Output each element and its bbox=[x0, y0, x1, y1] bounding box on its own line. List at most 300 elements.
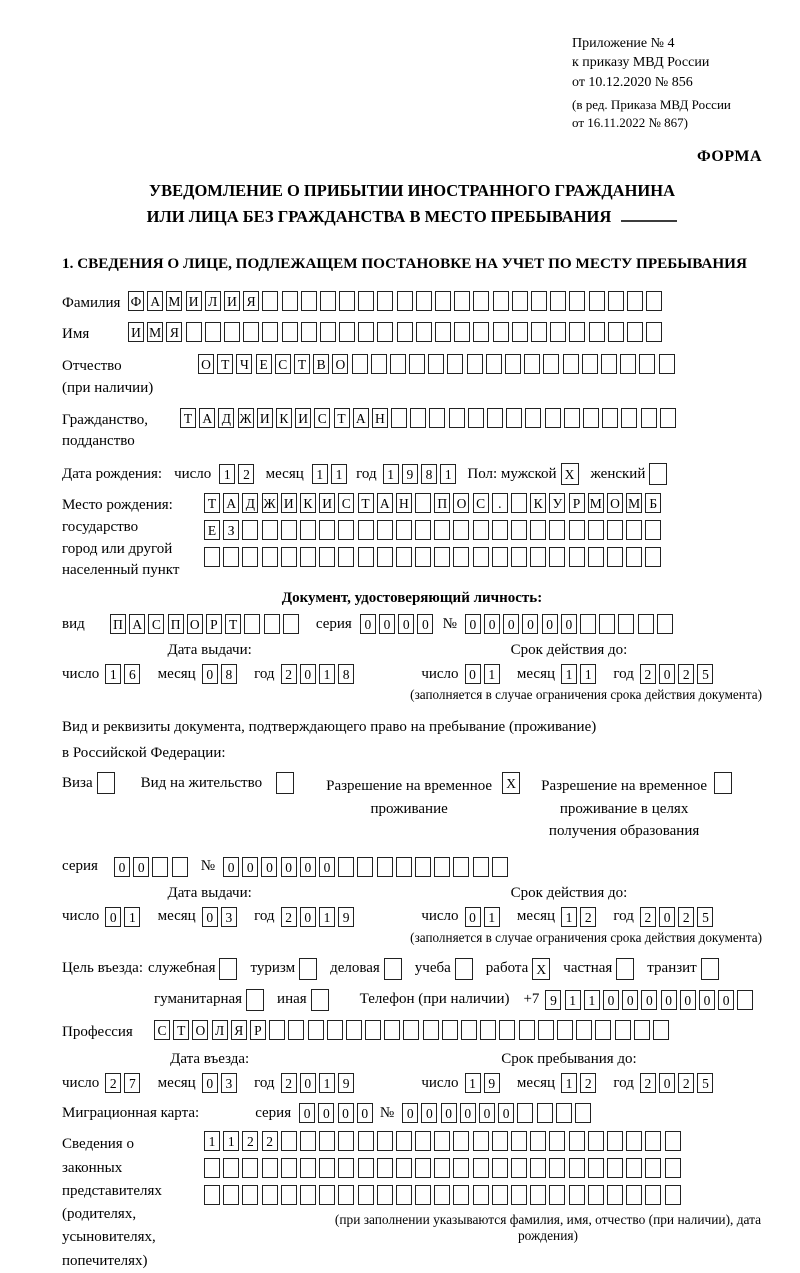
char-box[interactable] bbox=[531, 322, 547, 342]
char-box[interactable] bbox=[281, 1131, 297, 1151]
char-box[interactable] bbox=[262, 291, 278, 311]
gender-female-checkbox[interactable] bbox=[649, 463, 667, 485]
char-box[interactable]: Т bbox=[204, 493, 220, 513]
char-box[interactable] bbox=[434, 1185, 450, 1205]
char-box[interactable] bbox=[549, 1158, 565, 1178]
char-box[interactable] bbox=[473, 857, 489, 877]
char-box[interactable] bbox=[549, 520, 565, 540]
char-box[interactable] bbox=[607, 1185, 623, 1205]
char-box[interactable] bbox=[223, 1185, 239, 1205]
char-box[interactable] bbox=[434, 520, 450, 540]
char-box[interactable] bbox=[262, 520, 278, 540]
char-box[interactable] bbox=[396, 1131, 412, 1151]
char-box[interactable] bbox=[626, 547, 642, 567]
char-box[interactable] bbox=[453, 1158, 469, 1178]
char-box[interactable] bbox=[569, 1131, 585, 1151]
char-box[interactable]: 0 bbox=[680, 990, 696, 1010]
char-box[interactable]: 2 bbox=[105, 1073, 121, 1093]
char-box[interactable]: Т bbox=[180, 408, 196, 428]
char-box[interactable] bbox=[524, 354, 540, 374]
char-box[interactable] bbox=[569, 520, 585, 540]
char-box[interactable]: 2 bbox=[238, 464, 254, 484]
char-box[interactable]: 1 bbox=[204, 1131, 220, 1151]
char-box[interactable]: 0 bbox=[465, 907, 481, 927]
char-box[interactable] bbox=[492, 520, 508, 540]
char-box[interactable]: 0 bbox=[699, 990, 715, 1010]
char-box[interactable]: М bbox=[626, 493, 642, 513]
char-box[interactable]: 2 bbox=[580, 907, 596, 927]
char-box[interactable] bbox=[338, 520, 354, 540]
char-box[interactable]: 8 bbox=[421, 464, 437, 484]
char-box[interactable]: 0 bbox=[357, 1103, 373, 1123]
char-box[interactable]: О bbox=[192, 1020, 208, 1040]
char-box[interactable]: 0 bbox=[522, 614, 538, 634]
char-box[interactable]: П bbox=[434, 493, 450, 513]
char-box[interactable]: 1 bbox=[105, 664, 121, 684]
char-box[interactable]: 0 bbox=[659, 664, 675, 684]
char-box[interactable]: С bbox=[148, 614, 164, 634]
char-box[interactable]: А bbox=[129, 614, 145, 634]
char-box[interactable] bbox=[473, 1131, 489, 1151]
char-box[interactable] bbox=[320, 291, 336, 311]
char-box[interactable] bbox=[564, 408, 580, 428]
char-box[interactable]: 0 bbox=[338, 1103, 354, 1123]
purpose-transit-checkbox[interactable] bbox=[701, 958, 719, 980]
char-box[interactable] bbox=[543, 354, 559, 374]
char-box[interactable]: 0 bbox=[603, 990, 619, 1010]
char-box[interactable]: О bbox=[332, 354, 348, 374]
char-box[interactable] bbox=[390, 354, 406, 374]
char-box[interactable]: Т bbox=[173, 1020, 189, 1040]
char-box[interactable] bbox=[511, 1131, 527, 1151]
char-box[interactable] bbox=[530, 1158, 546, 1178]
char-box[interactable] bbox=[358, 1185, 374, 1205]
char-box[interactable]: Т bbox=[294, 354, 310, 374]
char-box[interactable] bbox=[338, 857, 354, 877]
char-box[interactable] bbox=[301, 322, 317, 342]
char-box[interactable] bbox=[454, 291, 470, 311]
char-box[interactable] bbox=[186, 322, 202, 342]
char-box[interactable] bbox=[626, 520, 642, 540]
char-box[interactable]: П bbox=[168, 614, 184, 634]
char-box[interactable] bbox=[645, 547, 661, 567]
char-box[interactable]: Д bbox=[218, 408, 234, 428]
char-box[interactable] bbox=[492, 547, 508, 567]
char-box[interactable] bbox=[396, 520, 412, 540]
char-box[interactable]: 0 bbox=[300, 907, 316, 927]
char-box[interactable] bbox=[556, 1103, 572, 1123]
char-box[interactable] bbox=[549, 1185, 565, 1205]
char-box[interactable] bbox=[511, 1185, 527, 1205]
char-box[interactable] bbox=[242, 1158, 258, 1178]
char-box[interactable] bbox=[319, 1158, 335, 1178]
char-box[interactable] bbox=[607, 520, 623, 540]
char-box[interactable] bbox=[396, 1185, 412, 1205]
char-box[interactable]: Я bbox=[243, 291, 259, 311]
char-box[interactable] bbox=[665, 1131, 681, 1151]
char-box[interactable] bbox=[530, 520, 546, 540]
char-box[interactable] bbox=[396, 547, 412, 567]
char-box[interactable]: Р bbox=[206, 614, 222, 634]
char-box[interactable]: 1 bbox=[219, 464, 235, 484]
char-box[interactable] bbox=[319, 1185, 335, 1205]
char-box[interactable] bbox=[659, 354, 675, 374]
char-box[interactable] bbox=[615, 1020, 631, 1040]
char-box[interactable]: 1 bbox=[580, 664, 596, 684]
char-box[interactable] bbox=[282, 291, 298, 311]
char-box[interactable] bbox=[358, 547, 374, 567]
char-box[interactable]: 1 bbox=[383, 464, 399, 484]
char-box[interactable] bbox=[454, 322, 470, 342]
char-box[interactable] bbox=[582, 354, 598, 374]
char-box[interactable] bbox=[473, 322, 489, 342]
char-box[interactable] bbox=[537, 1103, 553, 1123]
char-box[interactable]: 1 bbox=[584, 990, 600, 1010]
char-box[interactable]: 0 bbox=[319, 857, 335, 877]
char-box[interactable] bbox=[737, 990, 753, 1010]
char-box[interactable]: М bbox=[166, 291, 182, 311]
char-box[interactable]: 0 bbox=[484, 614, 500, 634]
char-box[interactable] bbox=[308, 1020, 324, 1040]
char-box[interactable]: 0 bbox=[465, 664, 481, 684]
char-box[interactable] bbox=[657, 614, 673, 634]
char-box[interactable] bbox=[281, 547, 297, 567]
char-box[interactable] bbox=[371, 354, 387, 374]
char-box[interactable]: 0 bbox=[622, 990, 638, 1010]
char-box[interactable]: 6 bbox=[124, 664, 140, 684]
char-box[interactable] bbox=[415, 520, 431, 540]
char-box[interactable] bbox=[519, 1020, 535, 1040]
char-box[interactable] bbox=[588, 1131, 604, 1151]
char-box[interactable] bbox=[453, 857, 469, 877]
char-box[interactable] bbox=[602, 408, 618, 428]
char-box[interactable]: Л bbox=[212, 1020, 228, 1040]
char-box[interactable] bbox=[576, 1020, 592, 1040]
char-box[interactable]: К bbox=[300, 493, 316, 513]
char-box[interactable] bbox=[589, 322, 605, 342]
char-box[interactable]: О bbox=[198, 354, 214, 374]
char-box[interactable] bbox=[453, 547, 469, 567]
char-box[interactable] bbox=[467, 354, 483, 374]
char-box[interactable] bbox=[338, 1158, 354, 1178]
char-box[interactable] bbox=[281, 1158, 297, 1178]
char-box[interactable] bbox=[300, 520, 316, 540]
char-box[interactable] bbox=[487, 408, 503, 428]
char-box[interactable]: Ф bbox=[128, 291, 144, 311]
char-box[interactable]: 2 bbox=[262, 1131, 278, 1151]
char-box[interactable] bbox=[531, 291, 547, 311]
char-box[interactable] bbox=[338, 1185, 354, 1205]
char-box[interactable]: 1 bbox=[319, 1073, 335, 1093]
char-box[interactable]: 1 bbox=[331, 464, 347, 484]
char-box[interactable]: 1 bbox=[440, 464, 456, 484]
char-box[interactable] bbox=[512, 322, 528, 342]
char-box[interactable] bbox=[377, 291, 393, 311]
char-box[interactable] bbox=[384, 1020, 400, 1040]
char-box[interactable] bbox=[357, 857, 373, 877]
char-box[interactable] bbox=[569, 291, 585, 311]
char-box[interactable]: 1 bbox=[124, 907, 140, 927]
char-box[interactable] bbox=[530, 1131, 546, 1151]
char-box[interactable] bbox=[473, 1158, 489, 1178]
char-box[interactable]: О bbox=[607, 493, 623, 513]
char-box[interactable] bbox=[415, 493, 431, 513]
char-box[interactable] bbox=[473, 520, 489, 540]
char-box[interactable] bbox=[415, 1131, 431, 1151]
char-box[interactable] bbox=[569, 1185, 585, 1205]
char-box[interactable] bbox=[358, 291, 374, 311]
char-box[interactable] bbox=[646, 291, 662, 311]
char-box[interactable] bbox=[645, 1158, 661, 1178]
char-box[interactable]: 8 bbox=[221, 664, 237, 684]
char-box[interactable]: И bbox=[128, 322, 144, 342]
char-box[interactable] bbox=[242, 1185, 258, 1205]
char-box[interactable]: 2 bbox=[281, 1073, 297, 1093]
char-box[interactable] bbox=[588, 1185, 604, 1205]
char-box[interactable] bbox=[434, 857, 450, 877]
char-box[interactable] bbox=[319, 520, 335, 540]
char-box[interactable] bbox=[493, 291, 509, 311]
char-box[interactable] bbox=[434, 1131, 450, 1151]
char-box[interactable] bbox=[634, 1020, 650, 1040]
char-box[interactable]: 1 bbox=[319, 907, 335, 927]
char-box[interactable] bbox=[409, 354, 425, 374]
char-box[interactable] bbox=[599, 614, 615, 634]
char-box[interactable] bbox=[595, 1020, 611, 1040]
char-box[interactable]: 5 bbox=[697, 907, 713, 927]
char-box[interactable] bbox=[492, 1185, 508, 1205]
char-box[interactable]: 1 bbox=[484, 907, 500, 927]
char-box[interactable] bbox=[608, 322, 624, 342]
char-box[interactable] bbox=[358, 322, 374, 342]
char-box[interactable] bbox=[620, 354, 636, 374]
char-box[interactable] bbox=[320, 322, 336, 342]
char-box[interactable]: 0 bbox=[659, 1073, 675, 1093]
char-box[interactable] bbox=[511, 520, 527, 540]
char-box[interactable]: 0 bbox=[300, 664, 316, 684]
char-box[interactable] bbox=[626, 1131, 642, 1151]
char-box[interactable] bbox=[300, 1185, 316, 1205]
char-box[interactable]: 1 bbox=[561, 1073, 577, 1093]
char-box[interactable]: 0 bbox=[318, 1103, 334, 1123]
char-box[interactable]: 2 bbox=[281, 664, 297, 684]
char-box[interactable] bbox=[242, 547, 258, 567]
char-box[interactable] bbox=[346, 1020, 362, 1040]
char-box[interactable] bbox=[416, 291, 432, 311]
char-box[interactable] bbox=[301, 291, 317, 311]
char-box[interactable] bbox=[607, 1158, 623, 1178]
char-box[interactable] bbox=[205, 322, 221, 342]
char-box[interactable]: 1 bbox=[312, 464, 328, 484]
char-box[interactable]: 1 bbox=[565, 990, 581, 1010]
char-box[interactable] bbox=[262, 547, 278, 567]
char-box[interactable] bbox=[224, 322, 240, 342]
char-box[interactable]: О bbox=[187, 614, 203, 634]
char-box[interactable] bbox=[415, 857, 431, 877]
char-box[interactable] bbox=[645, 1131, 661, 1151]
char-box[interactable] bbox=[242, 520, 258, 540]
char-box[interactable] bbox=[204, 547, 220, 567]
char-box[interactable] bbox=[397, 322, 413, 342]
char-box[interactable]: У bbox=[549, 493, 565, 513]
char-box[interactable] bbox=[358, 520, 374, 540]
char-box[interactable] bbox=[512, 291, 528, 311]
char-box[interactable]: 0 bbox=[661, 990, 677, 1010]
purpose-private-checkbox[interactable] bbox=[616, 958, 634, 980]
char-box[interactable]: 1 bbox=[561, 907, 577, 927]
char-box[interactable] bbox=[505, 354, 521, 374]
char-box[interactable] bbox=[377, 520, 393, 540]
char-box[interactable] bbox=[429, 408, 445, 428]
char-box[interactable] bbox=[423, 1020, 439, 1040]
char-box[interactable] bbox=[449, 408, 465, 428]
char-box[interactable]: А bbox=[147, 291, 163, 311]
char-box[interactable]: 0 bbox=[441, 1103, 457, 1123]
char-box[interactable] bbox=[453, 1131, 469, 1151]
temp-permit-checkbox[interactable]: X bbox=[502, 772, 520, 794]
char-box[interactable] bbox=[396, 1158, 412, 1178]
purpose-other-checkbox[interactable] bbox=[311, 989, 329, 1011]
char-box[interactable] bbox=[530, 547, 546, 567]
purpose-official-checkbox[interactable] bbox=[219, 958, 237, 980]
char-box[interactable]: Р bbox=[250, 1020, 266, 1040]
char-box[interactable] bbox=[569, 547, 585, 567]
char-box[interactable] bbox=[428, 354, 444, 374]
char-box[interactable] bbox=[262, 322, 278, 342]
char-box[interactable] bbox=[492, 857, 508, 877]
char-box[interactable]: 9 bbox=[484, 1073, 500, 1093]
char-box[interactable]: А bbox=[377, 493, 393, 513]
char-box[interactable]: 9 bbox=[338, 907, 354, 927]
char-box[interactable]: И bbox=[319, 493, 335, 513]
char-box[interactable] bbox=[607, 1131, 623, 1151]
char-box[interactable] bbox=[377, 322, 393, 342]
char-box[interactable]: 2 bbox=[678, 664, 694, 684]
char-box[interactable]: 3 bbox=[221, 1073, 237, 1093]
char-box[interactable] bbox=[416, 322, 432, 342]
char-box[interactable] bbox=[627, 322, 643, 342]
char-box[interactable] bbox=[339, 322, 355, 342]
char-box[interactable] bbox=[480, 1020, 496, 1040]
char-box[interactable] bbox=[569, 322, 585, 342]
char-box[interactable] bbox=[300, 547, 316, 567]
char-box[interactable]: 0 bbox=[421, 1103, 437, 1123]
char-box[interactable]: 0 bbox=[202, 1073, 218, 1093]
char-box[interactable] bbox=[525, 408, 541, 428]
char-box[interactable] bbox=[319, 547, 335, 567]
char-box[interactable] bbox=[499, 1020, 515, 1040]
char-box[interactable] bbox=[638, 614, 654, 634]
char-box[interactable]: 1 bbox=[319, 664, 335, 684]
char-box[interactable] bbox=[588, 1158, 604, 1178]
char-box[interactable]: Т bbox=[217, 354, 233, 374]
char-box[interactable]: 2 bbox=[640, 664, 656, 684]
char-box[interactable] bbox=[468, 408, 484, 428]
char-box[interactable]: Я bbox=[231, 1020, 247, 1040]
char-box[interactable]: Е bbox=[256, 354, 272, 374]
char-box[interactable]: 1 bbox=[561, 664, 577, 684]
char-box[interactable]: З bbox=[223, 520, 239, 540]
char-box[interactable] bbox=[493, 322, 509, 342]
char-box[interactable] bbox=[434, 547, 450, 567]
char-box[interactable] bbox=[645, 1185, 661, 1205]
title-blank-line[interactable] bbox=[621, 220, 677, 222]
char-box[interactable]: И bbox=[224, 291, 240, 311]
char-box[interactable]: 9 bbox=[338, 1073, 354, 1093]
char-box[interactable] bbox=[300, 1131, 316, 1151]
char-box[interactable]: 1 bbox=[465, 1073, 481, 1093]
char-box[interactable] bbox=[492, 1131, 508, 1151]
char-box[interactable] bbox=[601, 354, 617, 374]
char-box[interactable] bbox=[589, 291, 605, 311]
char-box[interactable] bbox=[377, 1131, 393, 1151]
char-box[interactable] bbox=[223, 1158, 239, 1178]
char-box[interactable] bbox=[300, 1158, 316, 1178]
char-box[interactable]: 2 bbox=[640, 907, 656, 927]
char-box[interactable]: 0 bbox=[281, 857, 297, 877]
purpose-business-checkbox[interactable] bbox=[384, 958, 402, 980]
char-box[interactable]: 2 bbox=[242, 1131, 258, 1151]
char-box[interactable]: С bbox=[314, 408, 330, 428]
char-box[interactable] bbox=[550, 322, 566, 342]
char-box[interactable]: 0 bbox=[718, 990, 734, 1010]
char-box[interactable]: 8 bbox=[338, 664, 354, 684]
char-box[interactable]: 0 bbox=[261, 857, 277, 877]
char-box[interactable] bbox=[665, 1185, 681, 1205]
char-box[interactable] bbox=[453, 1185, 469, 1205]
char-box[interactable] bbox=[461, 1020, 477, 1040]
char-box[interactable] bbox=[435, 291, 451, 311]
char-box[interactable]: Е bbox=[204, 520, 220, 540]
char-box[interactable] bbox=[575, 1103, 591, 1123]
char-box[interactable]: О bbox=[453, 493, 469, 513]
char-box[interactable]: 5 bbox=[697, 1073, 713, 1093]
char-box[interactable] bbox=[665, 1158, 681, 1178]
char-box[interactable] bbox=[435, 322, 451, 342]
char-box[interactable] bbox=[243, 322, 259, 342]
char-box[interactable] bbox=[223, 547, 239, 567]
char-box[interactable]: 9 bbox=[402, 464, 418, 484]
char-box[interactable] bbox=[563, 354, 579, 374]
char-box[interactable]: Р bbox=[569, 493, 585, 513]
char-box[interactable] bbox=[447, 354, 463, 374]
char-box[interactable] bbox=[391, 408, 407, 428]
char-box[interactable] bbox=[377, 857, 393, 877]
char-box[interactable] bbox=[557, 1020, 573, 1040]
char-box[interactable]: С bbox=[275, 354, 291, 374]
char-box[interactable] bbox=[377, 1158, 393, 1178]
char-box[interactable] bbox=[410, 408, 426, 428]
char-box[interactable]: С bbox=[473, 493, 489, 513]
char-box[interactable]: М bbox=[588, 493, 604, 513]
char-box[interactable]: 0 bbox=[133, 857, 149, 877]
char-box[interactable] bbox=[641, 408, 657, 428]
char-box[interactable]: 0 bbox=[402, 1103, 418, 1123]
char-box[interactable]: И bbox=[186, 291, 202, 311]
char-box[interactable]: 2 bbox=[678, 907, 694, 927]
char-box[interactable] bbox=[530, 1185, 546, 1205]
char-box[interactable] bbox=[569, 1158, 585, 1178]
char-box[interactable]: А bbox=[353, 408, 369, 428]
char-box[interactable] bbox=[583, 408, 599, 428]
char-box[interactable] bbox=[152, 857, 168, 877]
char-box[interactable] bbox=[473, 291, 489, 311]
char-box[interactable]: Т bbox=[225, 614, 241, 634]
char-box[interactable]: 0 bbox=[561, 614, 577, 634]
char-box[interactable] bbox=[281, 1185, 297, 1205]
char-box[interactable]: Н bbox=[372, 408, 388, 428]
char-box[interactable] bbox=[626, 1185, 642, 1205]
